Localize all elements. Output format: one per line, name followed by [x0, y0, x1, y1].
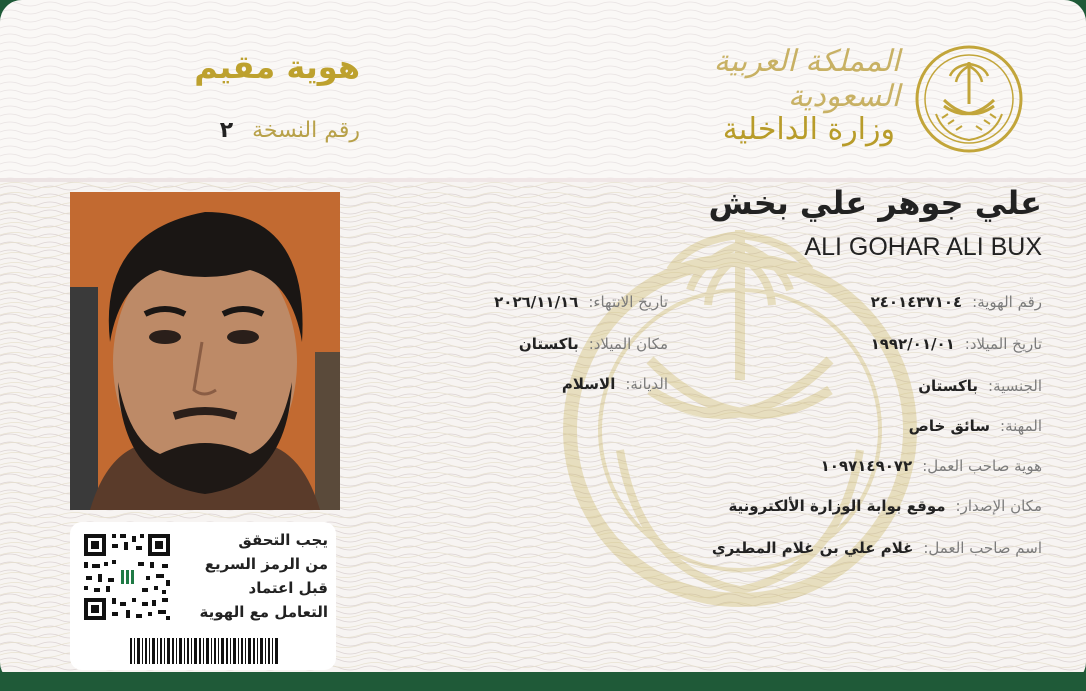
- field-label: تاريخ الانتهاء:: [588, 293, 668, 311]
- field-label: الديانة:: [625, 375, 668, 393]
- header-divider: [0, 178, 1086, 182]
- field-birth-date: [871, 334, 1042, 358]
- field-issue-place: [728, 496, 1042, 520]
- holder-portrait-icon: [70, 192, 340, 510]
- holder-name-english: ALI GOHAR ALI BUX: [804, 233, 1042, 261]
- card-border-bottom: [0, 672, 1086, 691]
- verify-note: [178, 528, 328, 624]
- field-employer-id: [821, 456, 1042, 480]
- field-value: ٢٠٢٦/١١/١٦: [494, 293, 579, 311]
- barcode-icon: [130, 638, 280, 664]
- field-value: باكستان: [518, 335, 579, 353]
- verify-line-3: قبل اعتماد: [248, 579, 328, 597]
- field-label: مكان الميلاد:: [588, 335, 668, 353]
- field-label: اسم صاحب العمل:: [923, 539, 1042, 557]
- verify-line-1: يجب التحقق: [238, 531, 328, 549]
- field-birth-place: [519, 334, 668, 358]
- field-value: الاسلام: [561, 375, 616, 393]
- saudi-emblem-icon: [914, 44, 1024, 154]
- version-label: رقم النسخة: [252, 118, 360, 143]
- field-religion: [562, 374, 668, 398]
- holder-photo: [70, 192, 340, 510]
- qr-code-icon[interactable]: [82, 532, 172, 622]
- field-value: باكستان: [918, 377, 979, 395]
- verify-line-2: من الرمز السريع: [204, 555, 328, 573]
- field-value: غلام علي بن غلام المطيري: [711, 539, 914, 557]
- field-employer-name: [712, 538, 1042, 562]
- card-title: هوية مقيم: [194, 48, 360, 86]
- field-expiry-date: [494, 292, 668, 316]
- field-id-number: [871, 292, 1042, 316]
- ministry-name: وزارة الداخلية: [722, 112, 895, 147]
- field-value: ١٠٩٧١٤٩٠٧٢: [820, 457, 913, 475]
- field-occupation: [909, 416, 1042, 440]
- field-value: ١٩٩٢/٠١/٠١: [870, 335, 955, 353]
- qr-panel: [70, 522, 336, 670]
- field-label: مكان الإصدار:: [955, 497, 1042, 515]
- field-label: الجنسية:: [988, 377, 1042, 395]
- holder-name-arabic: علي جوهر علي بخش: [708, 184, 1042, 222]
- field-value: ٢٤٠١٤٣٧١٠٤: [870, 293, 963, 311]
- field-label: تاريخ الميلاد:: [964, 335, 1042, 353]
- field-value: سائق خاص: [908, 417, 991, 435]
- field-value: موقع بوابة الوزارة الألكترونية: [728, 497, 946, 515]
- kingdom-name: المملكة العربية السعودية: [713, 44, 900, 114]
- verify-line-4: التعامل مع الهوية: [199, 603, 328, 621]
- version-value: ٢: [219, 118, 234, 143]
- version-number: [160, 118, 360, 143]
- field-label: هوية صاحب العمل:: [922, 457, 1042, 475]
- field-label: المهنة:: [1000, 417, 1042, 435]
- field-nationality: [918, 376, 1042, 400]
- field-label: رقم الهوية:: [972, 293, 1042, 311]
